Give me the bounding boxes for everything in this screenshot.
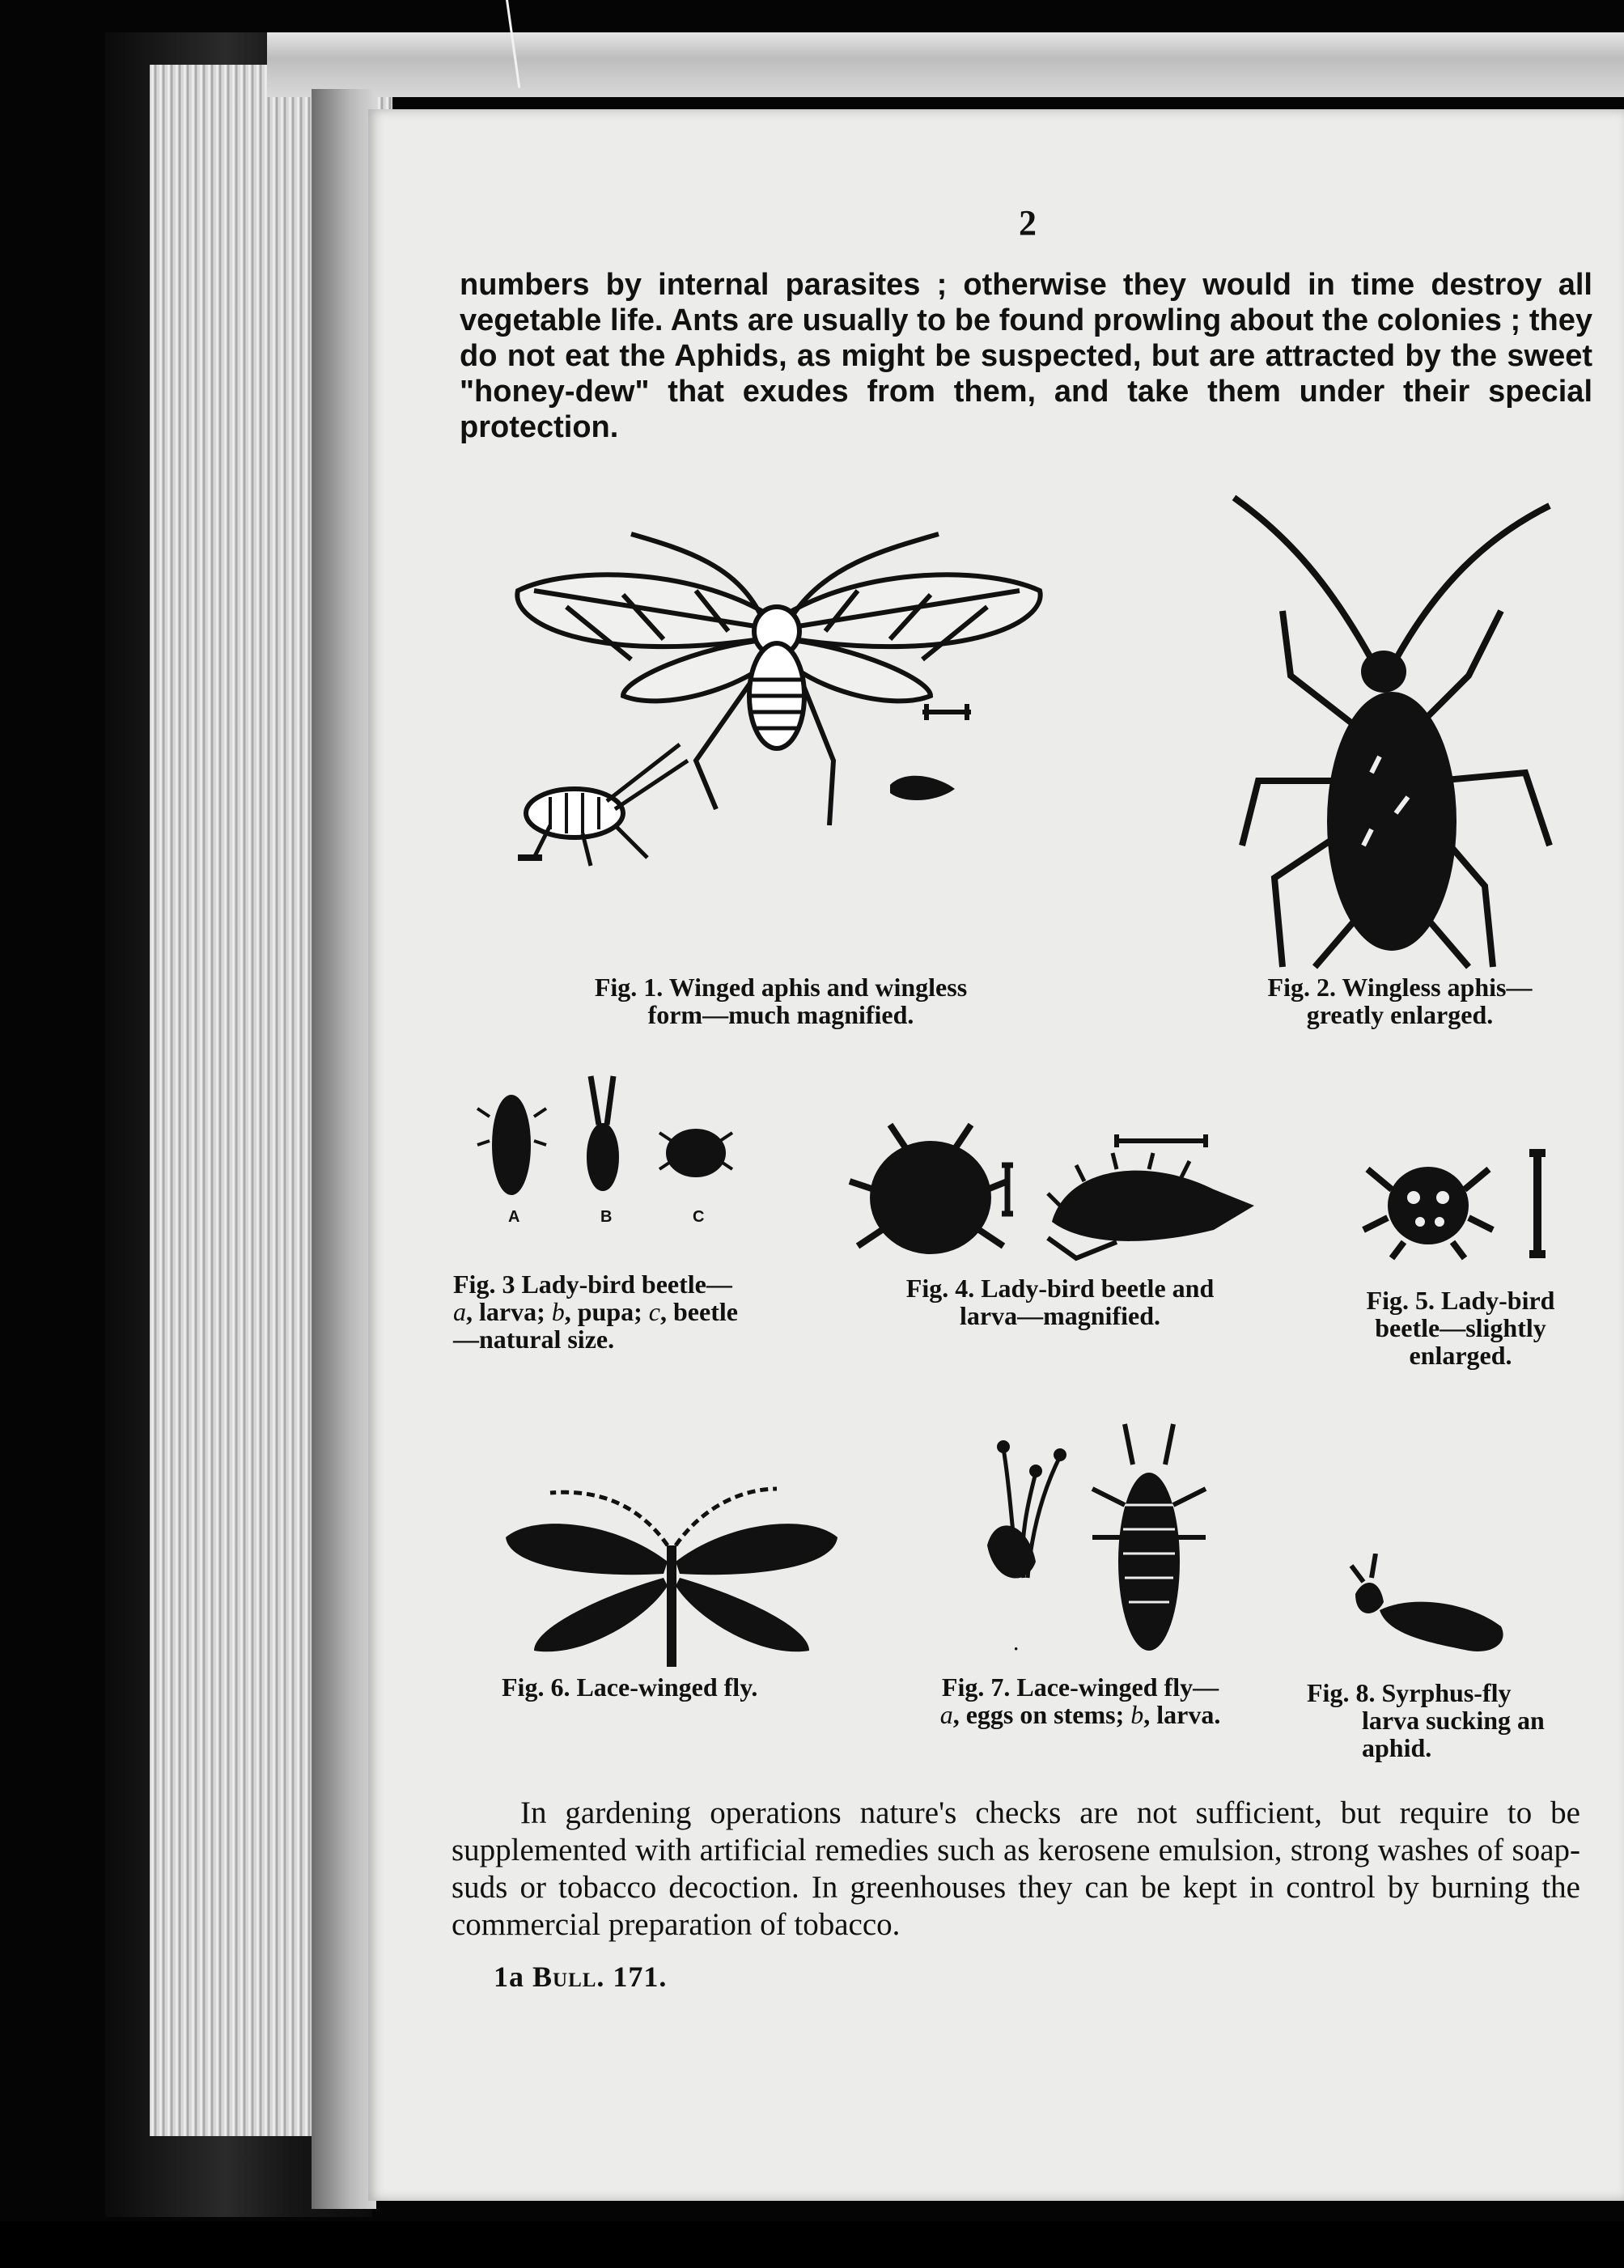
svg-text:·: · bbox=[1013, 1638, 1020, 1659]
fig7-b: b bbox=[1130, 1700, 1144, 1729]
fig8-caption-line2: larva sucking an bbox=[1362, 1706, 1545, 1735]
fig1-caption bbox=[530, 973, 1032, 1028]
fig3-caption-line3: —natural size. bbox=[453, 1325, 615, 1354]
page-top-edge bbox=[267, 32, 1624, 97]
fig3-caption-line1: Fig. 3 Lady-bird beetle— bbox=[453, 1270, 732, 1299]
fig3-beetle: , beetle bbox=[660, 1297, 738, 1326]
fig2-caption bbox=[1214, 973, 1586, 1028]
fig6-caption bbox=[502, 1673, 858, 1701]
fig5-caption-line3: enlarged. bbox=[1409, 1341, 1512, 1370]
fig7-caption-line1: Fig. 7. Lace-winged fly— bbox=[941, 1672, 1219, 1702]
fig3-caption-line2 bbox=[453, 1298, 833, 1325]
fig1-illustration bbox=[502, 518, 1060, 890]
fig3-pupa: , pupa; bbox=[564, 1297, 649, 1326]
page-shadow bbox=[312, 89, 376, 2209]
fig4-illustration bbox=[842, 1117, 1262, 1278]
fig8-caption-line1: Fig. 8. Syrphus-fly bbox=[1307, 1678, 1512, 1707]
fig5-caption-line1: Fig. 5. Lady-bird bbox=[1366, 1286, 1555, 1315]
footer-number: 171. bbox=[604, 1961, 668, 1993]
fig3-label-a: A bbox=[508, 1208, 520, 1226]
footer-prefix: 1a bbox=[494, 1961, 532, 1993]
fig3-larva: , larva; bbox=[466, 1297, 552, 1326]
fig2-caption-line1: Fig. 2. Wingless aphis— bbox=[1267, 973, 1533, 1002]
fig7-a: a bbox=[939, 1700, 953, 1729]
fig3-b: b bbox=[551, 1297, 565, 1326]
fig1-caption-line1: Fig. 1. Winged aphis and wingless bbox=[594, 973, 968, 1002]
fig3-label-c: C bbox=[693, 1208, 705, 1226]
fig3-label-b: B bbox=[600, 1208, 613, 1226]
fig2-illustration bbox=[1226, 490, 1566, 975]
fig5-illustration bbox=[1355, 1141, 1566, 1262]
footer-bull: Bull. bbox=[532, 1961, 605, 1993]
fig4-caption bbox=[858, 1274, 1262, 1329]
fig3-caption bbox=[453, 1270, 833, 1353]
top-paragraph: numbers by internal parasites ; otherwise they would in time destroy all vegetable life. Ants are usually to be found prowling about the colonies ; they do not eat the Aphids, as might be suspected, but are attracted by the sweet "honey-dew" that exudes from them, and take them under their special protection. bbox=[460, 268, 1592, 444]
fig3-illustration bbox=[469, 1068, 761, 1230]
fig8-caption-line3: aphid. bbox=[1362, 1733, 1432, 1762]
fig5-caption-line2: beetle—slightly bbox=[1375, 1313, 1546, 1342]
fig1-caption-line2: form—much magnified. bbox=[647, 1000, 914, 1029]
fig5-caption bbox=[1327, 1287, 1594, 1369]
svg-text:·: · bbox=[1145, 1638, 1151, 1659]
fig3-c: c bbox=[648, 1297, 660, 1326]
fig7-eggs: , eggs on stems; bbox=[952, 1700, 1131, 1729]
footer-signature bbox=[494, 1960, 667, 1994]
bottom-paragraph-text: In gardening operations nature's checks are not sufficient, but require to be supplemented with artificial remedies such as kerosene emulsion, strong washes of soap-suds or tobacco decoction. In greenhouses they can be kept in control by burning the commercial preparation of tobacco. bbox=[452, 1795, 1580, 1942]
fig8-illustration bbox=[1331, 1554, 1517, 1675]
fig4-caption-line2: larva—magnified. bbox=[960, 1301, 1160, 1330]
bottom-paragraph bbox=[452, 1795, 1580, 1944]
fig7-larva: , larva. bbox=[1143, 1700, 1221, 1729]
bottom-band bbox=[0, 2221, 1624, 2268]
fig8-caption bbox=[1307, 1679, 1606, 1761]
fig7-illustration bbox=[963, 1416, 1222, 1659]
fig4-caption-line1: Fig. 4. Lady-bird beetle and bbox=[905, 1274, 1215, 1303]
fig6-illustration bbox=[502, 1473, 842, 1675]
page-number: 2 bbox=[1019, 203, 1037, 243]
fig3-a: a bbox=[453, 1297, 466, 1326]
fig2-caption-line2: greatly enlarged. bbox=[1306, 1000, 1494, 1029]
fig7-caption-line2 bbox=[894, 1701, 1266, 1728]
fig7-caption bbox=[894, 1673, 1266, 1728]
fig6-caption-line1: Fig. 6. Lace-winged fly. bbox=[502, 1672, 758, 1702]
